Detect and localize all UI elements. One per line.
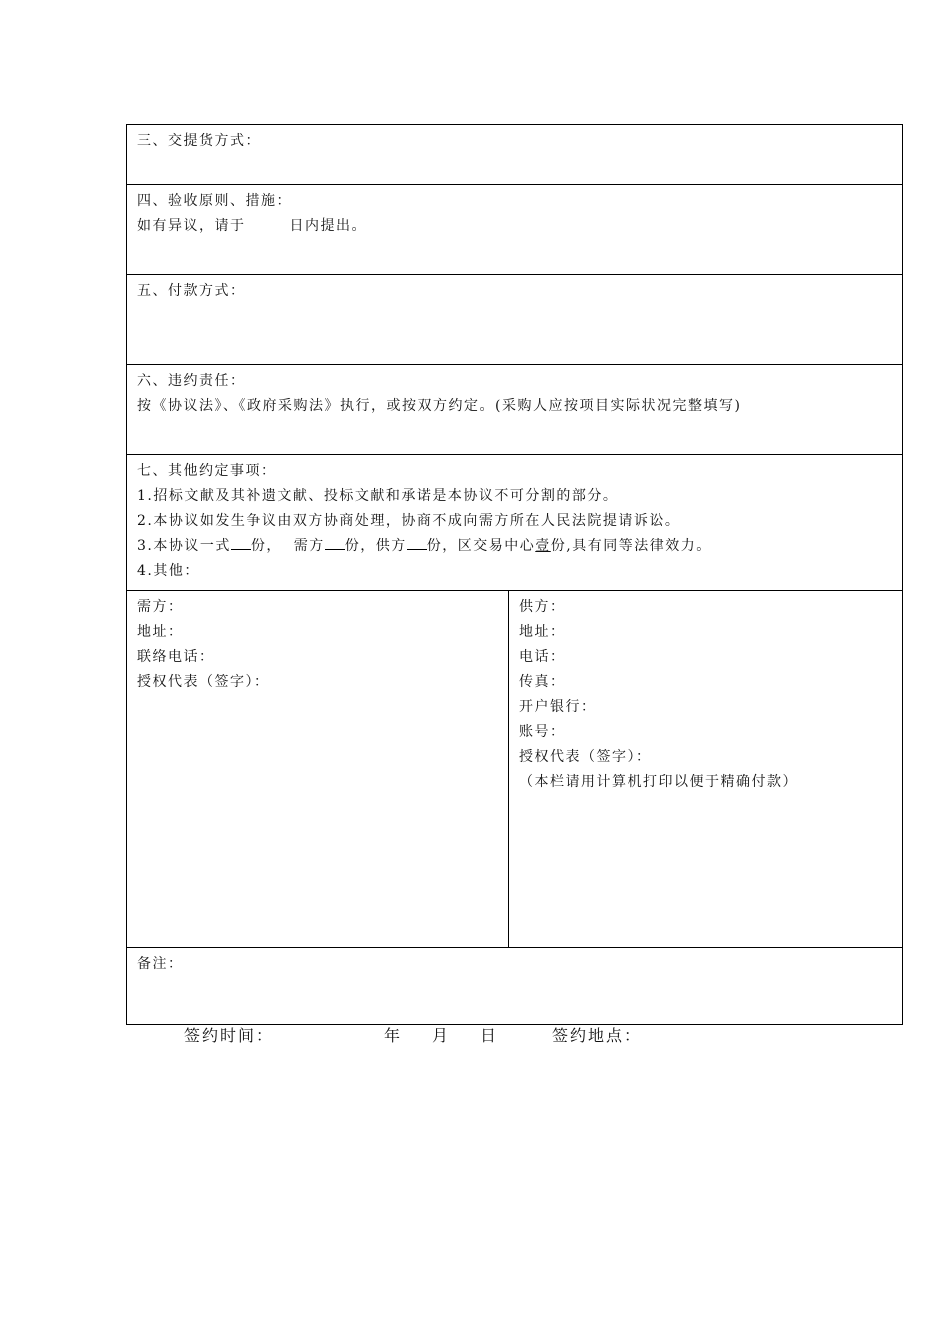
- section-liability-title: 六、违约责任：: [137, 373, 246, 389]
- signing-year-label: 年: [384, 1026, 403, 1045]
- acceptance-objection-prefix: 如有异议，请于: [137, 218, 246, 234]
- section-other: [127, 455, 902, 591]
- remark-title: 备注：: [137, 956, 184, 972]
- acceptance-objection-suffix: 日内提出。: [289, 218, 367, 234]
- supplier-rep-label: 授权代表（签字）：: [519, 749, 652, 765]
- item3-part-f: 壹: [535, 538, 551, 554]
- supplier-fax-label: 传真：: [519, 674, 566, 690]
- section-acceptance: [127, 185, 902, 275]
- other-item-1: 1.招标文献及其补遗文献、投标文献和承诺是本协议不可分割的部分。: [137, 488, 619, 504]
- copies-total-blank[interactable]: [231, 535, 251, 550]
- section-payment-title: 五、付款方式：: [137, 283, 246, 299]
- supplier-note: （本栏请用计算机打印以便于精确付款）: [519, 774, 798, 790]
- buyer-block: [127, 591, 509, 947]
- signing-footer: [184, 1024, 642, 1048]
- signing-time-label: 签约时间：: [184, 1026, 275, 1045]
- section-other-title: 七、其他约定事项：: [137, 463, 277, 479]
- section-liability-text: 按《协议法》、《政府采购法》执行，或按双方约定。(采购人应按项目实际状况完整填写): [137, 398, 742, 414]
- buyer-rep-label: 授权代表（签字）：: [137, 674, 270, 690]
- other-item-4: 4.其他：: [137, 563, 200, 579]
- copies-buyer-blank[interactable]: [325, 535, 345, 550]
- supplier-name-label: 供方：: [519, 599, 566, 615]
- item3-part-b: 份，: [250, 538, 282, 554]
- section-remark: [127, 948, 902, 1024]
- signing-place-label: 签约地点：: [552, 1026, 643, 1045]
- section-delivery-title: 三、交提货方式：: [137, 133, 261, 149]
- buyer-phone-label: 联络电话：: [137, 649, 215, 665]
- section-acceptance-title: 四、验收原则、措施：: [137, 193, 292, 209]
- signing-day-label: 日: [480, 1026, 499, 1045]
- item3-part-e: 份，区交易中心: [426, 538, 536, 554]
- supplier-block: [509, 591, 902, 947]
- item3-part-d: 份，供方: [344, 538, 407, 554]
- section-liability: [127, 365, 902, 455]
- other-item-3: [137, 534, 892, 559]
- contract-table: [126, 124, 903, 1025]
- acceptance-objection-line: [137, 214, 892, 239]
- supplier-phone-label: 电话：: [519, 649, 566, 665]
- section-delivery: [127, 125, 902, 185]
- item3-part-a: 3.本协议一式: [137, 538, 231, 554]
- supplier-bank-label: 开户银行：: [519, 699, 597, 715]
- supplier-address-label: 地址：: [519, 624, 566, 640]
- buyer-name-label: 需方：: [137, 599, 184, 615]
- section-payment: [127, 275, 902, 365]
- supplier-account-label: 账号：: [519, 724, 566, 740]
- copies-supplier-blank[interactable]: [407, 535, 427, 550]
- parties-section: [127, 591, 902, 948]
- other-item-2: 2.本协议如发生争议由双方协商处理，协商不成向需方所在人民法院提请诉讼。: [137, 513, 681, 529]
- item3-part-g: 份,具有同等法律效力。: [550, 538, 712, 554]
- buyer-address-label: 地址：: [137, 624, 184, 640]
- item3-part-c: 需方: [293, 538, 325, 554]
- signing-month-label: 月: [432, 1026, 451, 1045]
